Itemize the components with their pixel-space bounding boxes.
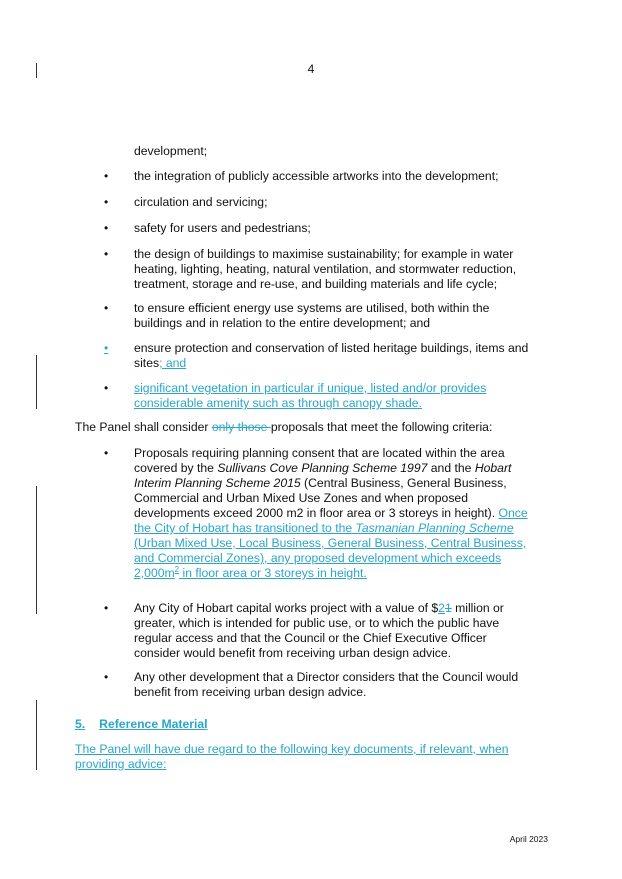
heritage-bullet	[134, 341, 544, 371]
bullet-icon: •	[104, 601, 109, 615]
proposals-text: Proposals requiring planning consent that are located within the area covered by the	[134, 446, 505, 475]
section-number: 5.	[75, 717, 86, 731]
proposals-text: (Central Business, General Business, Commercial and Urban Mixed Use Zones and when proposed developments exceed 2000 m2 in floor area or 3 storeys in height).	[134, 476, 507, 520]
deleted-text: only those	[211, 420, 271, 434]
section-heading	[75, 717, 375, 732]
heritage-text: ensure protection and conservation of listed heritage buildings, items and sites	[134, 341, 529, 370]
inserted-text: 2	[438, 601, 445, 615]
criteria-intro	[75, 420, 555, 435]
bullet-item: safety for users and pedestrians;	[134, 221, 311, 235]
change-bar	[36, 486, 37, 614]
criteria-intro-after: proposals that meet the following criteria:	[270, 420, 493, 434]
bullet-icon: •	[104, 670, 109, 684]
superscript: 2	[174, 564, 180, 574]
bullet-icon: •	[104, 247, 109, 261]
footer-date: April 2023	[509, 834, 548, 844]
criteria-bullet-other: Any other development that a Director considers that the Council would benefit from receiving urban design advice.	[134, 670, 519, 699]
bullet-item: to ensure efficient energy use systems are utilised, both within the buildings and in relation to the entire development; and	[134, 301, 490, 330]
section-title: Reference Material	[99, 717, 208, 731]
criteria-intro-before: The Panel shall consider	[75, 420, 212, 434]
scheme-title: Hobart Interim Planning Scheme 2015	[134, 461, 512, 490]
criteria-bullet-capital-works	[134, 601, 534, 661]
vegetation-bullet: significant vegetation in particular if unique, listed and/or provides considerable amenity such as through canopy shade.	[134, 381, 487, 410]
criteria-bullet-proposals	[134, 446, 544, 581]
change-bar	[36, 63, 37, 78]
bullet-item: the design of buildings to maximise sustainability; for example in water heating, lighting, heating, natural ventilation, and stormwater reduction, treatment, storage and re-use, and building materials and life cycle;	[134, 247, 517, 291]
bullet-icon: •	[104, 341, 109, 355]
inserted-text: (Urban Mixed Use, Local Business, General Business, Central Business, and Commercial Zones), any proposed development which exceeds 2,000m	[134, 536, 527, 580]
bullet-icon: •	[104, 381, 109, 395]
bullet-icon: •	[104, 446, 109, 460]
change-bar	[36, 700, 37, 770]
bullet-icon: •	[104, 169, 109, 183]
page-number: 4	[307, 62, 315, 76]
bullet-item: circulation and servicing;	[134, 195, 268, 209]
proposals-and: and the	[427, 461, 475, 475]
inserted-text: ; and	[159, 356, 187, 370]
scheme-title: Tasmanian Planning Scheme	[355, 521, 514, 535]
scheme-title: Sullivans Cove Planning Scheme 1997	[217, 461, 428, 475]
intro-fragment: development;	[134, 144, 208, 158]
inserted-text: Once the City of Hobart has transitioned to the	[134, 506, 528, 535]
inserted-text: in floor area or 3 storeys in height.	[179, 566, 367, 580]
capital-works-text: Any City of Hobart capital works project with a value of $	[134, 601, 439, 615]
bullet-icon: •	[104, 301, 109, 315]
bullet-item: the integration of publicly accessible artworks into the development;	[134, 169, 499, 183]
bullet-icon: •	[104, 221, 109, 235]
deleted-text: 1	[444, 601, 452, 615]
bullet-icon: •	[104, 195, 109, 209]
section-text: The Panel will have due regard to the following key documents, if relevant, when providing advice:	[75, 742, 509, 771]
capital-works-text: million or greater, which is intended for public use, or to which the public have regular access and that the Council or the Chief Executive Officer consider would benefit from receiving urban design advice.	[134, 601, 504, 660]
change-bar	[36, 355, 37, 409]
